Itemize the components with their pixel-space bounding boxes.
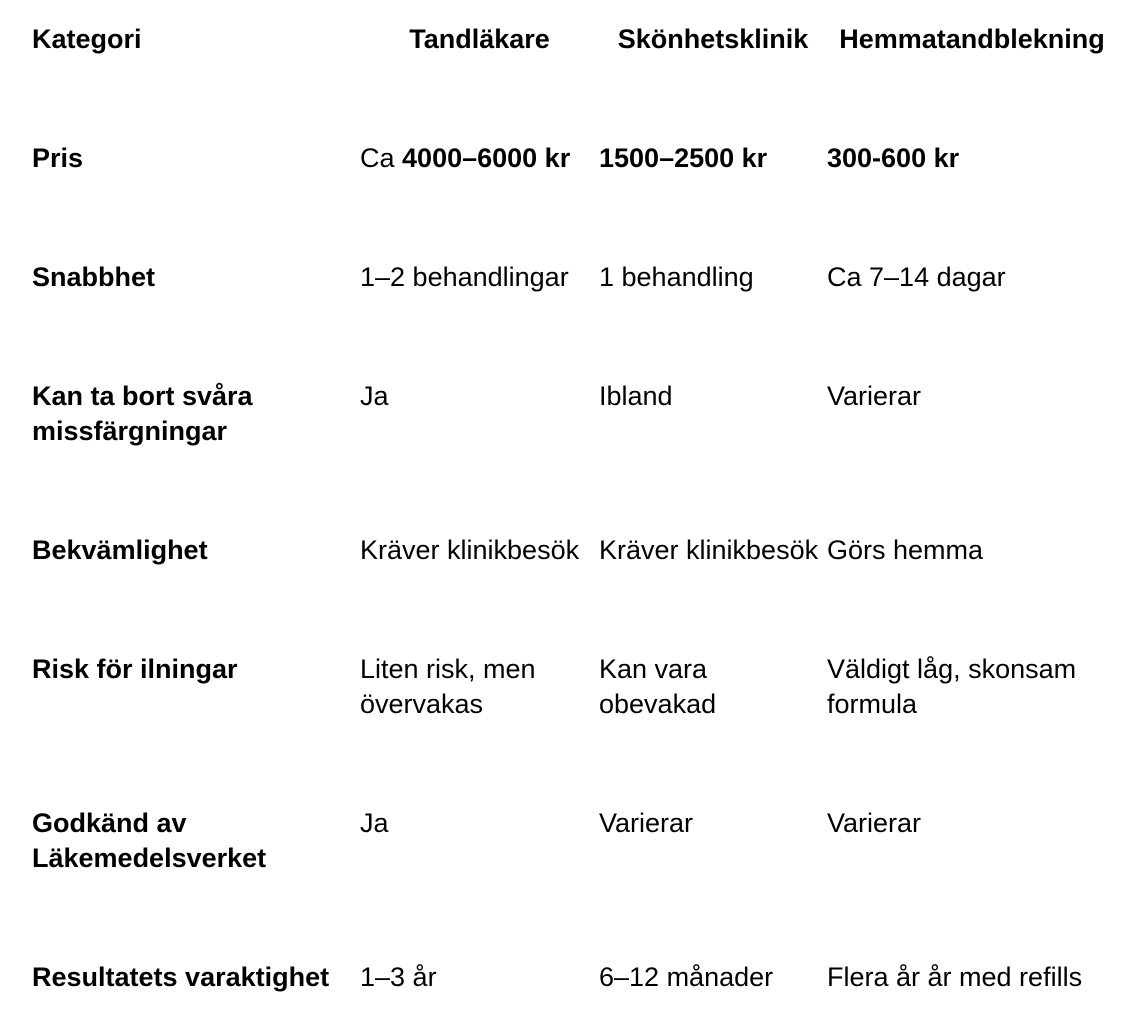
table-row-bekvamlighet [32,491,1117,610]
table-cell: Kan vara obevakad [599,654,717,719]
table-row-missfargningar [32,337,1117,491]
cell-bold-text: 1500–2500 kr [599,143,768,173]
table-cell: 1–3 år [360,962,437,992]
comparison-table [32,0,1117,1025]
table-cell: Ibland [599,381,673,411]
table-cell: Ca 7–14 dagar [827,262,1006,292]
table-cell: Kräver klinikbesök [599,535,819,565]
cell-bold-text: 300-600 kr [827,143,960,173]
table-cell: Varierar [827,381,922,411]
table-cell: Kräver klinikbesök [360,535,580,565]
table-cell: 1–2 behandlingar [360,262,569,292]
table-cell: Flera år år med refills [827,962,1083,992]
table-cell: Liten risk, men övervakas [360,654,536,719]
table-row-pris [32,99,1117,218]
row-label: Resultatets varaktighet [32,962,330,992]
row-label: Risk för ilningar [32,654,238,684]
column-header-tandlakare: Tandläkare [409,24,550,54]
table-cell: Ja [360,808,389,838]
row-label: Godkänd av Läkemedelsverket [32,808,267,873]
table-cell: 1 behandling [599,262,754,292]
table-cell: Görs hemma [827,535,984,565]
table-cell: 6–12 månader [599,962,774,992]
row-label: Bekvämlighet [32,535,208,565]
column-header-kategori: Kategori [32,24,142,54]
table-cell: Varierar [599,808,694,838]
table-cell [360,99,599,218]
row-label: Kan ta bort svåra missfärgningar [32,381,253,446]
table-cell: Ja [360,381,389,411]
table-row-varaktighet [32,918,1117,1025]
table-cell [599,99,827,218]
cell-text: Ca [360,143,403,173]
table-cell [827,99,1117,218]
table-cell: Varierar [827,808,922,838]
row-label: Snabbhet [32,262,156,292]
table-cell: Väldigt låg, skonsam formula [827,654,1077,719]
row-label: Pris [32,143,84,173]
table-row-ilningar [32,610,1117,764]
table-row-godkand [32,764,1117,918]
column-header-hemmatandblekning: Hemmatandblekning [839,24,1105,54]
table-row-snabbhet [32,218,1117,337]
cell-bold-text: 4000–6000 kr [402,143,571,173]
column-header-skonhetsklinik: Skönhetsklinik [617,24,809,54]
header-row [32,0,1117,99]
